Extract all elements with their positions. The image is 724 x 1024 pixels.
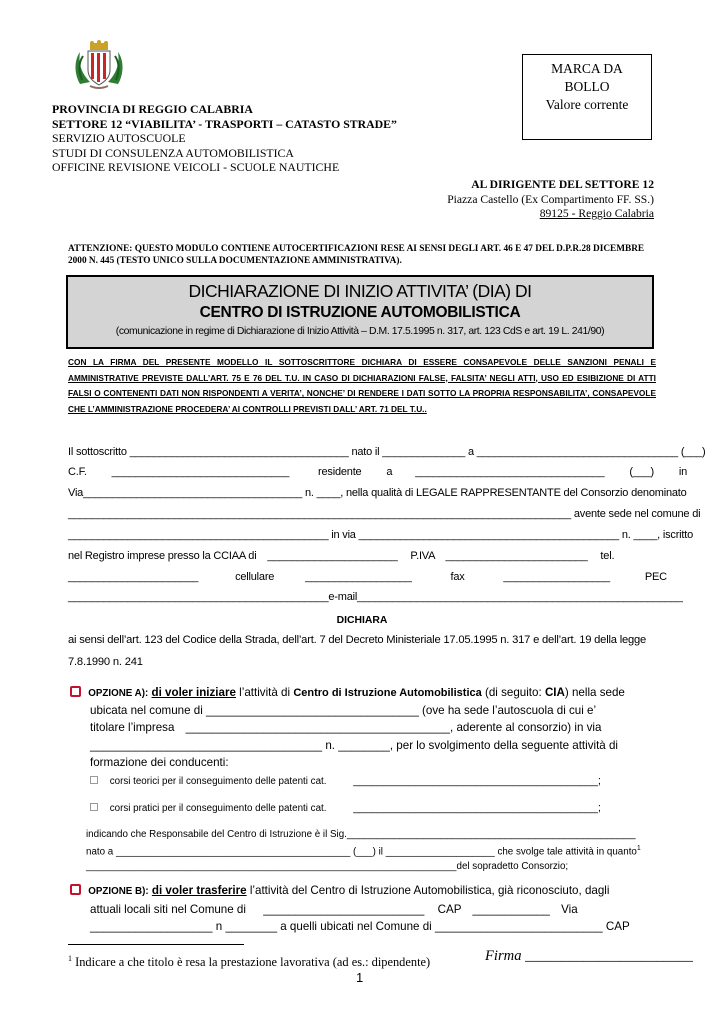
option-a-formazione: formazione dei conducenti: [90,756,229,769]
form-row-contacts [68,571,667,583]
dichiara-heading: DICHIARA [336,615,388,626]
field-cf[interactable]: ______________________________ [111,466,290,478]
declaration-text: CON LA FIRMA DEL PRESENTE MODELLO IL SOTTOSCRITTORE DICHIARA DI ESSERE CONSAPEVOLE DELLE SANZIONI PENALI E AMMINISTRATIVE PREVISTE DALL’ART. 75 E 76 DEL T.U. IN CASO DI DICHIARAZIONI FALSE, FALSITA’ NEGLI ATTI, USO ED ESIBIZIONE DI ATTI FALSI O CONTENENTI DATI NON RISPONDENTI A VERITA’, NONCHE’ DI RENDERE I DATI SOTTO LA PROPRIA RESPONSABILITA’, CONSAPEVOLE CHE L’AMMINISTRAZIONE PROCEDERA’ AI CONTROLLI PREVISTI DALL’ ART. 71 DEL T.U.. [68,357,656,414]
footnote-ref: 1 [636,845,641,852]
option-b-comune-field[interactable]: _________________________ [263,903,425,916]
label-a: a [467,446,474,458]
option-b-cap2: CAP [605,920,630,933]
field-birth-province[interactable]: (___) [680,446,706,458]
label-in: in [678,466,688,478]
recipient-city: 89125 - Reggio Calabria [539,207,654,220]
recipient-title: AL DIRIGENTE DEL SETTORE 12 [471,178,654,191]
marca-da-bollo-box [522,54,652,140]
option-a-label: OPZIONE A [88,688,142,699]
header-studi: STUDI DI CONSULENZA AUTOMOBILISTICA [52,145,294,160]
bollo-line1: MARCA DA [551,61,623,76]
firma-label: Firma [485,948,522,964]
attenzione-notice: ATTENZIONE: QUESTO MODULO CONTIENE AUTOCERTIFICAZIONI RESE AI SENSI DEGLI ART. 46 E 47 DEL D.P.R.28 DICEMBRE 2000 N. 445 (TESTO UNICO SULLA DOCUMENTAZIONE AMMINISTRATIVA). [68,244,645,266]
label-nato-il: nato il [351,446,380,458]
field-sede-number[interactable]: ____ [633,529,658,541]
field-tel[interactable]: ______________________ [68,571,199,583]
field-civic-number[interactable]: ____ [316,487,341,499]
coat-of-arms-logo [72,40,126,90]
option-a-svolge: che svolge tale attività in quanto [497,846,637,858]
field-residence-province[interactable]: (___) [629,466,655,478]
option-a-titolare: titolare l’impresa [90,721,175,734]
option-a-action: di voler iniziare [151,686,236,699]
field-fax[interactable]: __________________ [503,571,610,583]
option-b-action: di voler trasferire [151,884,247,897]
dichiara-text2: 7.8.1990 n. 241 [68,656,143,668]
option-b-checkbox[interactable] [70,884,81,895]
option-a-comune-field[interactable]: _________________________________ [206,704,419,717]
header-officine: OFFICINE REVISIONE VEICOLI - SCUOLE NAUTICHE [52,160,340,174]
form-row-via: Via_____________________________________ n. ____, nella qualità di LEGALE RAPPRESENTANTE del Consorzio denominato [68,487,687,499]
label-tel: tel. [600,550,615,562]
responsabile-title-field[interactable]: ____________________________________________________________________ [86,861,457,872]
label-qualita: nella qualità di LEGALE RAPPRESENTANTE del Consorzio denominato [345,487,687,499]
label-sede-n: n. [621,529,631,541]
option-a-row1: OPZIONE A): di voler iniziare l’attività di Centro di Istruzione Automobilistica (di seguito: CIA) nella sede [70,686,625,699]
option-b-number-field[interactable]: ________ [225,920,278,933]
footnote [68,954,430,970]
option-b-cap-field[interactable]: ____________ [472,903,550,916]
option-b-attuali: attuali locali siti nel Comune di [90,903,246,916]
option-b-n: n [215,920,223,933]
form-row-registro [68,550,614,562]
recipient-address: Piazza Castello (Ex Compartimento FF. SS.) [447,192,654,206]
responsabile-birthplace-field[interactable]: ___________________________________________ [115,846,351,858]
footnote-divider [68,944,244,945]
form-row-consorzio [68,508,700,520]
option-b-label: OPZIONE B [88,886,143,897]
option-a-nato-a: nato a [86,846,114,858]
option-a-responsabile: indicando che Responsabile del Centro di Istruzione è il Sig. [86,829,347,840]
option-b-cap: CAP [437,903,462,916]
option-a-sopradetto-row [86,861,568,872]
field-cciaa[interactable]: ______________________ [267,550,398,562]
label-avente-sede: avente sede nel comune di [573,508,701,520]
option-a-cia: CIA [544,686,565,699]
corsi-teorici-label: corsi teorici per il conseguimento delle patenti cat. [109,776,327,787]
option-a-row2 [90,704,596,717]
label-residente: residente [318,466,362,478]
label-cf: C.F. [68,466,87,478]
option-a-aderente: , aderente al consorzio) in via [450,721,602,734]
office-header [52,102,397,175]
page-number: 1 [356,970,364,985]
option-a-row3 [90,721,601,734]
field-consorzio-name[interactable]: _____________________________________________________________________________________ [68,508,572,520]
responsabile-province-field[interactable]: (___) [353,846,376,858]
option-a-pratici-row [90,802,601,814]
title-line2: CENTRO DI ISTRUZIONE AUTOMOBILISTICA [199,304,521,321]
footnote-text: Indicare a che titolo è resa la prestazione lavorativa (ad es.: dipendente) [75,955,431,970]
header-settore: SETTORE 12 “VIABILITA’ - TRASPORTI – CATASTO STRADE” [52,116,397,131]
option-b-via: Via [561,903,578,916]
field-via[interactable]: _____________________________________ [83,487,303,499]
header-provincia: PROVINCIA DI REGGIO CALABRIA [52,102,253,116]
option-a-nato-row [86,845,641,857]
option-a-sopradetto: del sopradetto Consorzio; [456,861,569,872]
recipient-block [447,178,654,222]
option-a-text3: ) nella sede [564,686,625,699]
field-sede-via[interactable]: ____________________________________________ [358,529,619,541]
option-b-row3 [90,920,630,933]
label-fax: fax [450,571,465,583]
form-row-sottoscritto [68,446,706,458]
option-a-checkbox[interactable] [70,686,81,697]
form-row-cf [68,466,687,478]
option-b-text1: l’attività del Centro di Istruzione Automobilistica, già riconosciuto, dagli [249,884,610,897]
form-row-sede: ____________________________________________ in via ____________________________________________ n. ____, iscritto [68,529,694,541]
label-iscritto: iscritto [662,529,694,541]
responsabile-birthdate-field[interactable]: ____________________ [385,846,495,858]
label-cellulare: cellulare [235,571,275,583]
option-a-via-field[interactable]: ____________________________________ [90,739,323,752]
option-a-il: il [378,846,383,858]
option-b-row2 [90,903,578,916]
option-b-quelli: a quelli ubicati nel Comune di [280,920,432,933]
label-registro: nel Registro imprese presso la CCIAA di [68,550,257,562]
corsi-pratici-field[interactable]: ________________________________________; [353,802,601,814]
label-sottoscritto: Il sottoscritto [68,446,127,458]
corsi-pratici-label: corsi pratici per il conseguimento delle patenti cat. [109,803,327,814]
form-row-email [68,591,683,603]
option-a-n: n. [325,739,336,752]
field-sede-comune[interactable]: ____________________________________________ [68,529,329,541]
label-via: Via [68,487,84,499]
label-in-via: in via [331,529,356,541]
field-birthdate[interactable]: ______________ [382,446,466,458]
signature-field[interactable]: _______________________ [525,948,693,964]
responsabile-name-field[interactable]: _________________________________________________ [346,828,636,840]
dichiara-text1: ai sensi dell’art. 123 del Codice della Strada, dell’art. 7 del Decreto Ministeriale 17.05.1995 n. 317 e dell’art. 19 della legge [68,634,647,646]
title-line3: (comunicazione in regime di Dichiarazione di Inizio Attività – D.M. 17.5.1995 n. 317, art. 123 CdS e art. 19 L. 241/90) [115,326,605,337]
title-line1: DICHIARAZIONE DI INIZIO ATTIVITA’ (DIA) DI [188,281,532,301]
option-a-text2: (di seguito: [484,686,542,699]
option-a-ubicata: ubicata nel comune di [90,704,203,717]
option-a-svolg: , per lo svolgimento della seguente attività di [389,739,619,752]
option-b-new-comune-field[interactable]: __________________________ [434,920,603,933]
field-residence-city[interactable]: ________________________________ [415,466,605,478]
option-a-row4 [90,739,618,752]
option-a-text1: l’attività di [239,686,291,699]
corsi-teorici-field[interactable]: ________________________________________; [353,775,601,787]
field-piva[interactable]: ________________________ [445,550,588,562]
corsi-pratici-checkbox[interactable] [90,803,98,811]
option-a-impresa-field[interactable]: _________________________________________ [185,721,451,734]
field-name[interactable]: _____________________________________ [129,446,349,458]
option-a-teorici-row [90,775,601,787]
option-a-ove-ha: (ove ha sede l’autoscuola di cui e’ [422,704,597,717]
label-piva: P.IVA [410,550,435,562]
bollo-line3: Valore corrente [545,97,629,112]
label-pec: PEC [644,571,667,583]
label-email: e-mail [328,591,358,603]
field-birthplace[interactable]: __________________________________ [476,446,678,458]
header-servizio: SERVIZIO AUTOSCUOLE [52,131,186,145]
label-n: n. [304,487,314,499]
field-email[interactable]: _______________________________________________________ [357,591,683,603]
option-a-responsabile-row [86,828,636,840]
corsi-teorici-checkbox[interactable] [90,776,98,784]
bollo-line2: BOLLO [564,79,610,94]
option-a-centro: Centro di Istruzione Automobilistica [293,687,482,699]
field-cellulare[interactable]: __________________ [305,571,412,583]
label-residente-a: a [386,466,393,478]
footnote-number: 1 [68,954,72,963]
signature-row [485,948,693,965]
option-b-via-field[interactable]: ___________________ [90,920,213,933]
option-b-row1: OPZIONE B): di voler trasferire l’attività del Centro di Istruzione Automobilistica, già riconosciuto, dagli [70,884,609,897]
option-a-number-field[interactable]: ________ [338,739,390,752]
field-pec[interactable]: ____________________________________________ [68,591,329,603]
form-title-box [66,275,654,349]
